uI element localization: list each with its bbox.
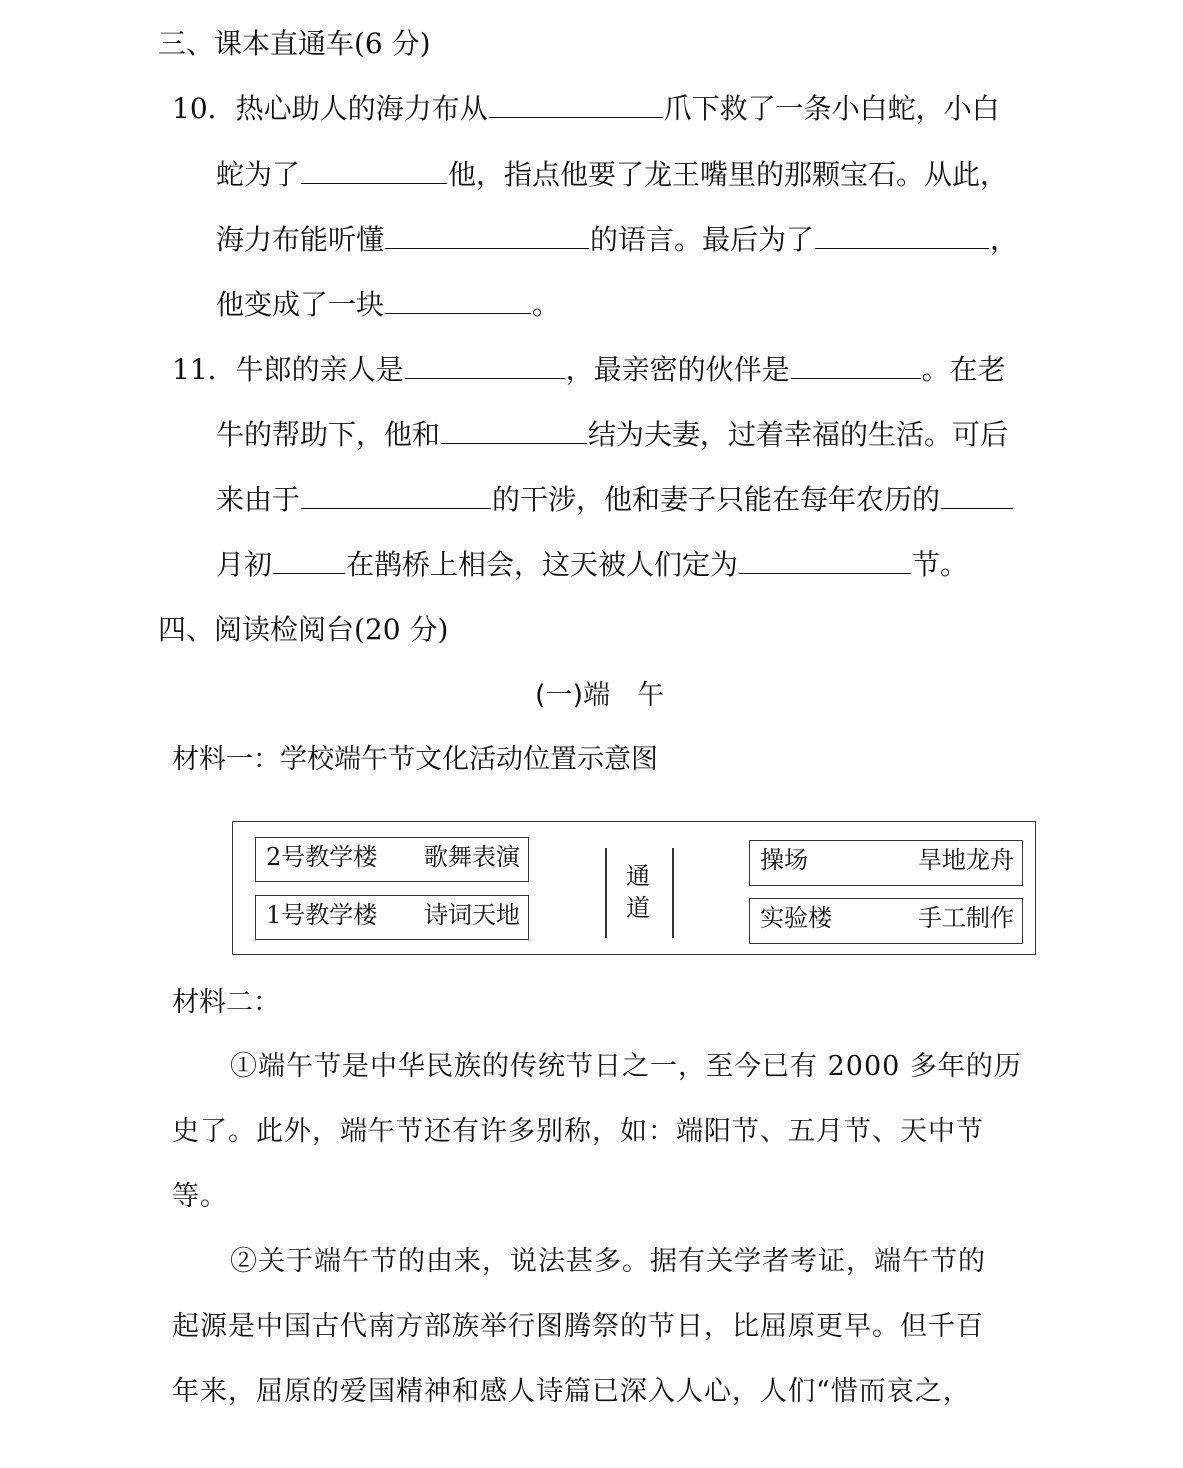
building-label: 2号教学楼	[266, 843, 378, 871]
room-box	[255, 837, 529, 882]
corridor-char: 通	[626, 862, 650, 890]
q11-text: 11．牛郎的亲人是	[172, 353, 404, 386]
answer-blank[interactable]	[815, 222, 989, 249]
q11-text: 在鹊桥上相会，这天被人们定为	[346, 548, 739, 581]
section4-heading: 四、阅读检阅台(20 分)	[158, 613, 449, 646]
paragraph-2-line: 起源是中国古代南方部族举行图腾祭的节日，比屈原更早。但千百	[172, 1311, 984, 1342]
answer-blank[interactable]	[301, 482, 491, 509]
section3-heading: 三、课本直通车(6 分)	[158, 27, 431, 60]
building-label: 实验楼	[760, 904, 832, 932]
paragraph-1-line: 史了。此外，端午节还有许多别称，如：端阳节、五月节、天中节	[172, 1116, 984, 1147]
activity-label: 歌舞表演	[424, 843, 520, 871]
answer-blank[interactable]	[941, 482, 1013, 509]
corridor-char: 道	[626, 894, 650, 922]
answer-blank[interactable]	[441, 417, 587, 444]
answer-blank[interactable]	[405, 352, 565, 379]
q10-text: 爪下救了一条小白蛇，小白	[663, 92, 1000, 125]
q10-text: 10．热心助人的海力布从	[172, 92, 488, 125]
q10-line3	[216, 220, 1018, 260]
q11-line3	[216, 480, 1014, 520]
answer-blank[interactable]	[739, 547, 911, 574]
q11-line1	[172, 350, 1006, 390]
answer-blank[interactable]	[791, 352, 921, 379]
material1-label: 材料一：学校端午节文化活动位置示意图	[172, 744, 658, 775]
q11-line4	[216, 545, 968, 585]
activity-label: 诗词天地	[424, 901, 520, 929]
q10-line1	[172, 89, 1000, 129]
q11-text: 结为夫妻，过着幸福的生活。可后	[588, 418, 1009, 451]
answer-blank[interactable]	[385, 222, 589, 249]
q11-text: 牛的帮助下，他和	[216, 418, 441, 451]
material2-label: 材料二：	[172, 987, 280, 1018]
corridor-right-wall	[672, 848, 674, 938]
passage-title: (一)端 午	[535, 680, 665, 711]
q10-text: 蛇为了	[216, 158, 301, 191]
q10-text: 。	[532, 288, 561, 321]
room-box	[255, 895, 529, 940]
building-label: 操场	[760, 846, 808, 874]
q10-line4	[216, 285, 560, 325]
q11-text: 。在老	[921, 353, 1006, 386]
q11-text: ，最亲密的伙伴是	[565, 353, 790, 386]
paragraph-2-line: 年来，屈原的爱国精神和感人诗篇已深入人心，人们“惜而哀之，	[172, 1376, 971, 1407]
answer-blank[interactable]	[489, 91, 663, 118]
answer-blank[interactable]	[273, 547, 345, 574]
activity-location-diagram	[232, 821, 1036, 955]
room-box	[749, 840, 1023, 886]
q10-text: ，	[990, 223, 1019, 256]
q10-text: 的语言。最后为了	[590, 223, 815, 256]
room-box	[749, 898, 1023, 944]
answer-blank[interactable]	[385, 287, 531, 314]
q11-text: 的干涉，他和妻子只能在每年农历的	[492, 483, 941, 516]
paragraph-1-line: 等。	[172, 1181, 228, 1212]
paragraph-1-line: ①端午节是中华民族的传统节日之一，至今已有 2000 多年的历	[230, 1051, 1022, 1082]
q11-text: 月初	[216, 548, 273, 581]
corridor-label	[621, 860, 655, 924]
q10-text: 他，指点他要了龙王嘴里的那颗宝石。从此，	[448, 158, 1009, 191]
corridor-left-wall	[605, 848, 607, 938]
answer-blank[interactable]	[301, 157, 447, 184]
q10-line2	[216, 155, 1008, 195]
q11-text: 来由于	[216, 483, 301, 516]
q11-text: 节。	[912, 548, 969, 581]
building-label: 1号教学楼	[266, 901, 378, 929]
q10-text: 海力布能听懂	[216, 223, 385, 256]
paragraph-2-line: ②关于端午节的由来，说法甚多。据有关学者考证，端午节的	[230, 1246, 986, 1277]
activity-label: 手工制作	[918, 904, 1014, 932]
q10-text: 他变成了一块	[216, 288, 385, 321]
q11-line2	[216, 415, 1008, 455]
activity-label: 旱地龙舟	[918, 846, 1014, 874]
